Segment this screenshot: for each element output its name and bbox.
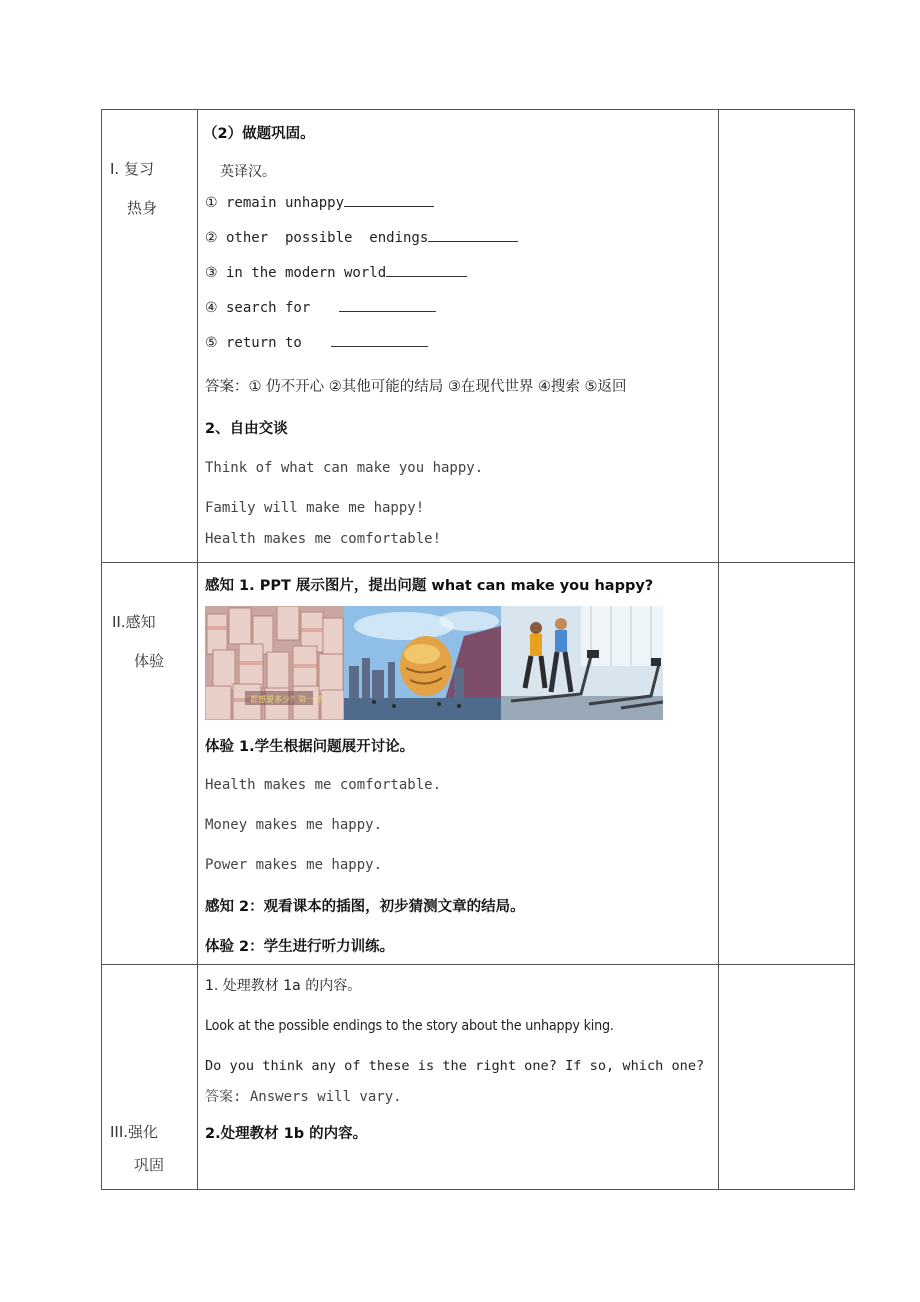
gym-treadmill-image — [501, 606, 663, 720]
money-stacks-image — [205, 606, 344, 720]
talk-line: Think of what can make you happy. — [205, 460, 484, 476]
free-talk-heading: 2、自由交谈 — [205, 421, 288, 437]
section-label-cell — [102, 110, 198, 563]
row-perception-experience — [102, 563, 855, 965]
section-label-line1: III.强化 — [110, 1123, 159, 1141]
answer-text: 答案：① 仍不开心 ②其他可能的结局 ③在现代世界 ④搜索 ⑤返回 — [205, 379, 627, 395]
image-strip — [205, 606, 663, 720]
answer-blank[interactable] — [428, 240, 518, 242]
notes-cell — [719, 563, 855, 965]
content-cell — [198, 563, 719, 965]
answer-blank[interactable] — [331, 345, 428, 347]
section-label-cell — [102, 563, 198, 965]
question-line: Do you think any of these is the right one? If so, which one? — [205, 1058, 705, 1074]
section-label-line1: I. 复习 — [110, 160, 154, 178]
notes-cell — [719, 965, 855, 1190]
row-review-warmup — [102, 110, 855, 563]
item-2: 2.处理教材 1b 的内容。 — [205, 1126, 368, 1142]
content-cell — [198, 110, 719, 563]
section-label-line1: II.感知 — [112, 613, 156, 631]
instruction-text: 英译汉。 — [220, 164, 276, 180]
experience-2: 体验 2：学生进行听力训练。 — [205, 939, 395, 955]
section-label-line2: 热身 — [127, 199, 158, 217]
section-label-cell — [102, 965, 198, 1190]
exercise-item: ② other possible endings — [205, 228, 518, 248]
exercise-item: ⑤ return to — [205, 333, 428, 353]
section-label-line2: 体验 — [134, 652, 165, 670]
instruction-line: Look at the possible endings to the story about the unhappy king. — [205, 1018, 614, 1034]
perception-1: 感知 1. PPT 展示图片，提出问题 what can make you happy? — [205, 578, 654, 594]
lesson-table — [101, 109, 855, 1190]
image-caption: 都想要多少？第一群 — [250, 695, 322, 704]
answer-blank[interactable] — [344, 205, 434, 207]
experience-1: 体验 1.学生根据问题展开讨论。 — [205, 739, 415, 755]
row-reinforcement — [102, 965, 855, 1190]
item-1: 1. 处理教材 1a 的内容。 — [205, 978, 362, 994]
talk-line: Health makes me comfortable! — [205, 531, 442, 547]
power-fist-image — [344, 606, 501, 720]
answer-blank[interactable] — [339, 310, 436, 312]
exercise-item: ④ search for — [205, 298, 436, 318]
notes-cell — [719, 110, 855, 563]
answer-blank[interactable] — [386, 275, 467, 277]
exercise-item: ① remain unhappy — [205, 193, 434, 213]
content-cell — [198, 965, 719, 1190]
exercise-item: ③ in the modern world — [205, 263, 467, 283]
section-label-line2: 巩固 — [134, 1156, 165, 1174]
subheading: （2）做题巩固。 — [203, 126, 315, 142]
discussion-line: Money makes me happy. — [205, 817, 383, 833]
perception-2: 感知 2：观看课本的插图，初步猜测文章的结局。 — [205, 899, 525, 915]
discussion-line: Health makes me comfortable. — [205, 777, 442, 793]
talk-line: Family will make me happy! — [205, 500, 425, 516]
answer-text: 答案: Answers will vary. — [205, 1089, 402, 1105]
discussion-line: Power makes me happy. — [205, 857, 383, 873]
